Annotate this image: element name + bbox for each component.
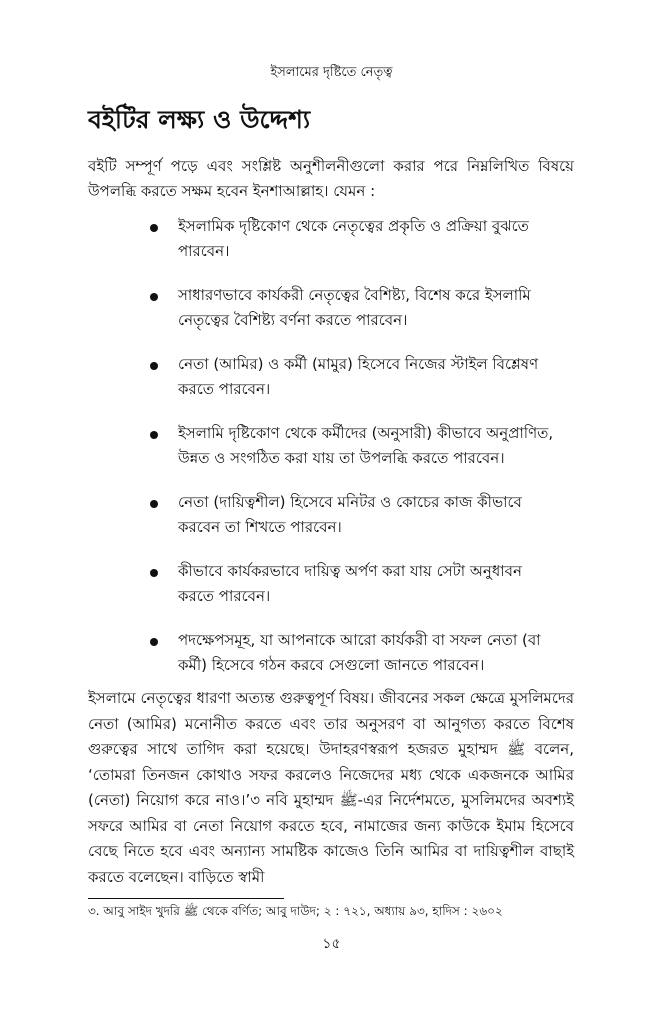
list-item xyxy=(150,490,560,540)
footnote: ৩. আবু সাইদ খুদরি ﷺ থেকে বর্ণিত; আবু দাউদ; ২ : ৭২১, অধ্যায় ৯৩, হাদিস : ২৬০২ xyxy=(88,904,503,918)
list-item xyxy=(150,352,560,402)
intro-paragraph: বইটি সম্পূর্ণ পড়ে এবং সংশ্লিষ্ট অনুশীলনীগুলো করার পরে নিম্নলিখিত বিষয়ে উপলব্ধি করতে সক্ষম হবেন ইনশাআল্লাহ। যেমন : xyxy=(88,157,574,200)
objective-text: কীভাবে কার্যকরভাবে দায়িত্ব অর্পণ করা যায় সেটা অনুধাবন করতে পারবেন। xyxy=(178,562,522,605)
list-item xyxy=(150,214,560,264)
objective-text: নেতা (দায়িত্বশীল) হিসেবে মনিটর ও কোচের কাজ কীভাবে করবেন তা শিখতে পারবেন। xyxy=(178,493,522,536)
list-item xyxy=(150,559,560,609)
list-item xyxy=(150,421,560,471)
bullet-icon xyxy=(150,500,158,508)
page-number: ১৫ xyxy=(322,936,341,952)
bullet-icon xyxy=(150,431,158,439)
running-header: ইসলামের দৃষ্টিতে নেতৃত্ব xyxy=(270,65,393,80)
objective-text: ইসলামি দৃষ্টিকোণ থেকে কর্মীদের (অনুসারী) কীভাবে অনুপ্রাণিত, উন্নত ও সংগঠিত করা যায় তা উপলব্ধি করতে পারবেন। xyxy=(178,424,554,467)
bullet-icon xyxy=(150,293,158,301)
body-paragraph: ইসলামে নেতৃত্বের ধারণা অত্যন্ত গুরুত্বপূর্ণ বিষয়। জীবনের সকল ক্ষেত্রে মুসলিমদের নেতা (আমির) মনোনীত করতে এবং তার অনুসরণ বা আনুগত্য করতে বিশেষ গুরুত্বের সাথে তাগিদ করা হয়েছে। উদাহরণস্বরূপ হজরত মুহাম্মদ ﷺ বলেন, ‘তোমরা তিনজন কোথাও সফর করলেও নিজেদের মধ্য থেকে একজনকে আমির (নেতা) নিয়োগ করে নাও।’৩ নবি মুহাম্মদ ﷺ-এর নির্দেশমতে, মুসলিমদের অবশ্যই সফরে আমির বা নেতা নিয়োগ করতে হবে, নামাজের জন্য কাউকে ইমাম হিসেবে বেছে নিতে হবে এবং অন্যান্য সামষ্টিক কাজেও তিনি আমির বা দায়িত্বশীল বাছাই করতে বলেছেন। বাড়িতে স্বামী xyxy=(88,689,574,886)
objective-text: নেতা (আমির) ও কর্মী (মামুর) হিসেবে নিজের স্টাইল বিশ্লেষণ করতে পারবেন। xyxy=(178,355,539,398)
objective-text: ইসলামিক দৃষ্টিকোণ থেকে নেতৃত্বের প্রকৃতি ও প্রক্রিয়া বুঝতে পারবেন। xyxy=(178,217,529,260)
bullet-icon xyxy=(150,638,158,646)
list-item xyxy=(150,628,560,678)
bullet-icon xyxy=(150,224,158,232)
footnote-divider xyxy=(88,898,284,899)
objective-text: সাধারণভাবে কার্যকরী নেতৃত্বের বৈশিষ্ট্য, বিশেষ করে ইসলামি নেতৃত্বের বৈশিষ্ট্য বর্ণনা করতে পারবেন। xyxy=(178,286,531,329)
objectives-list xyxy=(150,214,560,697)
objective-text: পদক্ষেপসমূহ, যা আপনাকে আরো কার্যকরী বা সফল নেতা (বা কর্মী) হিসেবে গঠন করবে সেগুলো জানতে পারবেন। xyxy=(178,631,541,674)
list-item xyxy=(150,283,560,333)
bullet-icon xyxy=(150,569,158,577)
bullet-icon xyxy=(150,362,158,370)
section-title: বইটির লক্ষ্য ও উদ্দেশ্য xyxy=(88,105,311,134)
